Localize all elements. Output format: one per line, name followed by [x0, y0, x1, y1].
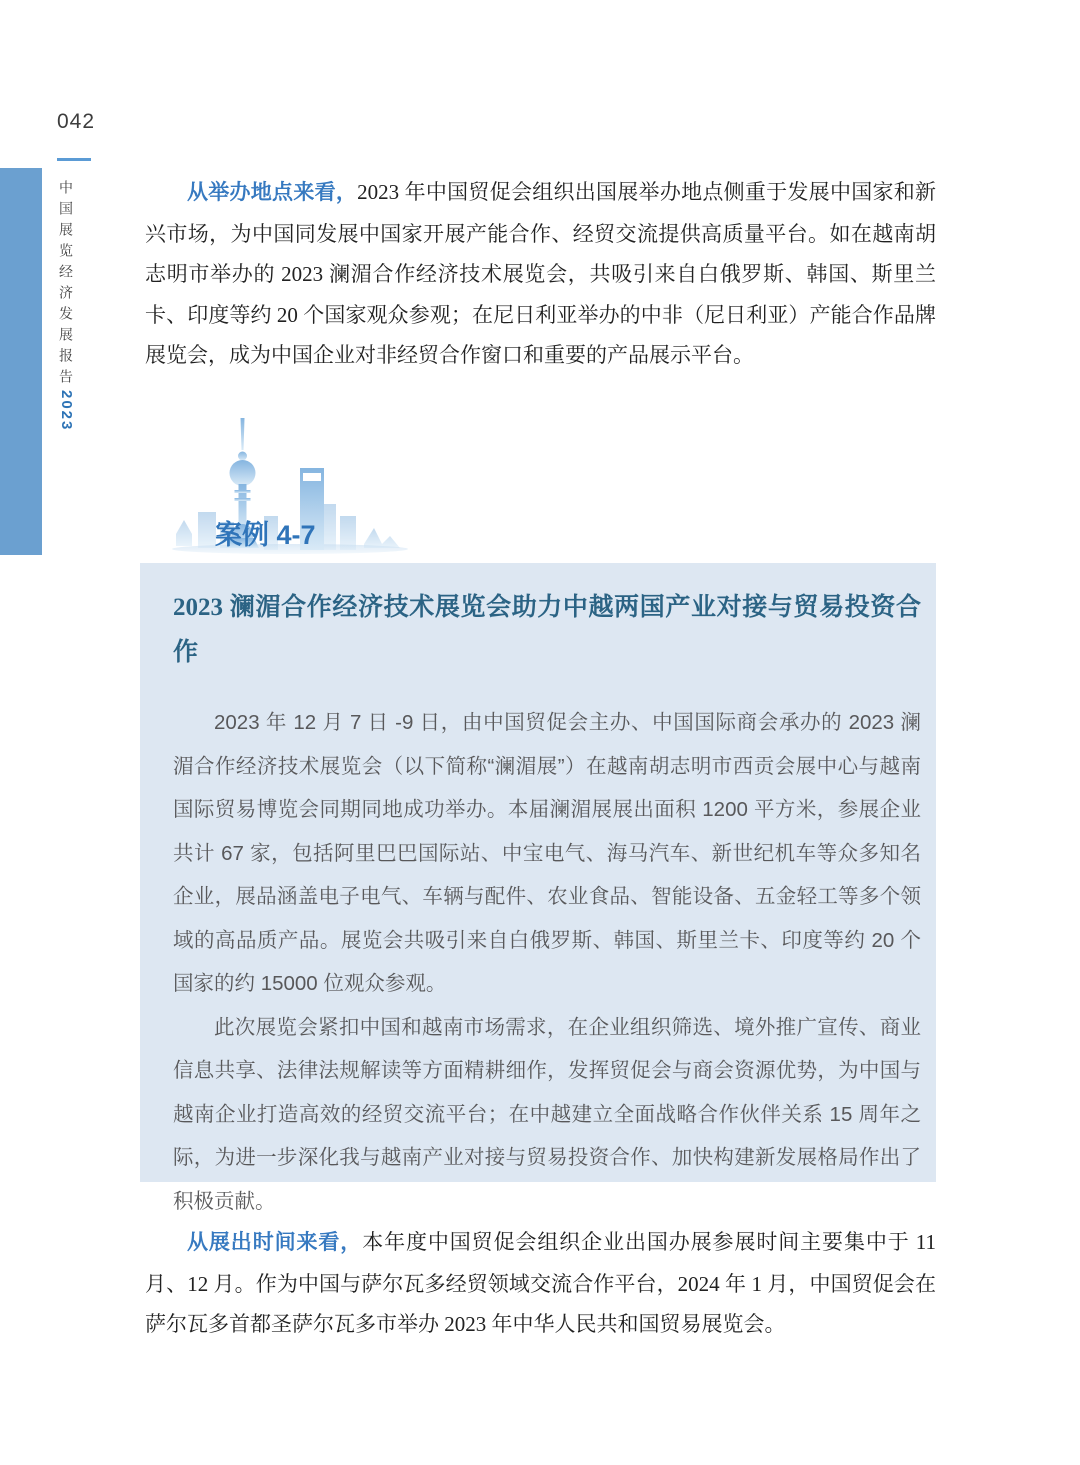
paragraph-location [145, 172, 936, 376]
case-study-box [140, 563, 936, 1213]
sidebar-title-year: 2023 [58, 390, 75, 432]
left-margin-bar [0, 168, 42, 555]
case-number-label: 案例 4-7 [215, 520, 316, 550]
case-title: 2023 澜湄合作经济技术展览会助力中越两国产业对接与贸易投资合作 [173, 594, 921, 666]
page-number-rule [57, 158, 91, 161]
paragraph-time [145, 1222, 936, 1345]
paragraph-time-body: 本年度中国贸促会组织企业出国办展参展时间主要集中于 11 月、12 月。作为中国与萨尔瓦多经贸领域交流合作平台，2024 年 1 月，中国贸促会在萨尔瓦多首都圣萨尔瓦多市举办 2023 年中华人民共和国贸易展览会。 [145, 1230, 937, 1336]
sidebar-report-title [56, 180, 76, 480]
paragraph-time-lead: 从展出时间来看， [187, 1231, 363, 1254]
paragraph-location-lead: 从举办地点来看， [187, 181, 358, 204]
page-number: 042 [57, 110, 96, 133]
sidebar-title-text: 中国展览经济发展报告 [58, 180, 74, 390]
case-paragraph-1: 2023 年 12 月 7 日 -9 日，由中国贸促会主办、中国国际商会承办的 2023 澜湄合作经济技术展览会（以下简称“澜湄展”）在越南胡志明市西贡会展中心与越南国际贸易博览会同期同地成功举办。本届澜湄展展出面积 1200 平方米，参展企业共计 67 家，包括阿里巴巴国际站、中宝电气、海马汽车、新世纪机车等众多知名企业，展品涵盖电子电气、车辆与配件、农业食品、智能设备、五金轻工等多个领域的高品质产品。展览会共吸引来自白俄罗斯、韩国、斯里兰卡、印度等约 20 个国家的约 15000 位观众参观。 [173, 711, 921, 995]
case-paragraph-2: 此次展览会紧扣中国和越南市场需求，在企业组织筛选、境外推广宣传、商业信息共享、法律法规解读等方面精耕细作，发挥贸促会与商会资源优势，为中国与越南企业打造高效的经贸交流平台；在中越建立全面战略合作伙伴关系 15 周年之际，为进一步深化我与越南产业对接与贸易投资合作、加快构建新发展格局作出了积极贡献。 [173, 1015, 921, 1213]
paragraph-location-body: 2023 年中国贸促会组织出国展举办地点侧重于发展中国家和新兴市场，为中国同发展中国家开展产能合作、经贸交流提供高质量平台。如在越南胡志明市举办的 2023 澜湄合作经济技术展览会，共吸引来自白俄罗斯、韩国、斯里兰卡、印度等约 20 个国家观众参观；在尼日利亚举办的中非（尼日利亚）产能合作品牌展览会，成为中国企业对非经贸合作窗口和重要的产品展示平台。 [145, 180, 937, 367]
